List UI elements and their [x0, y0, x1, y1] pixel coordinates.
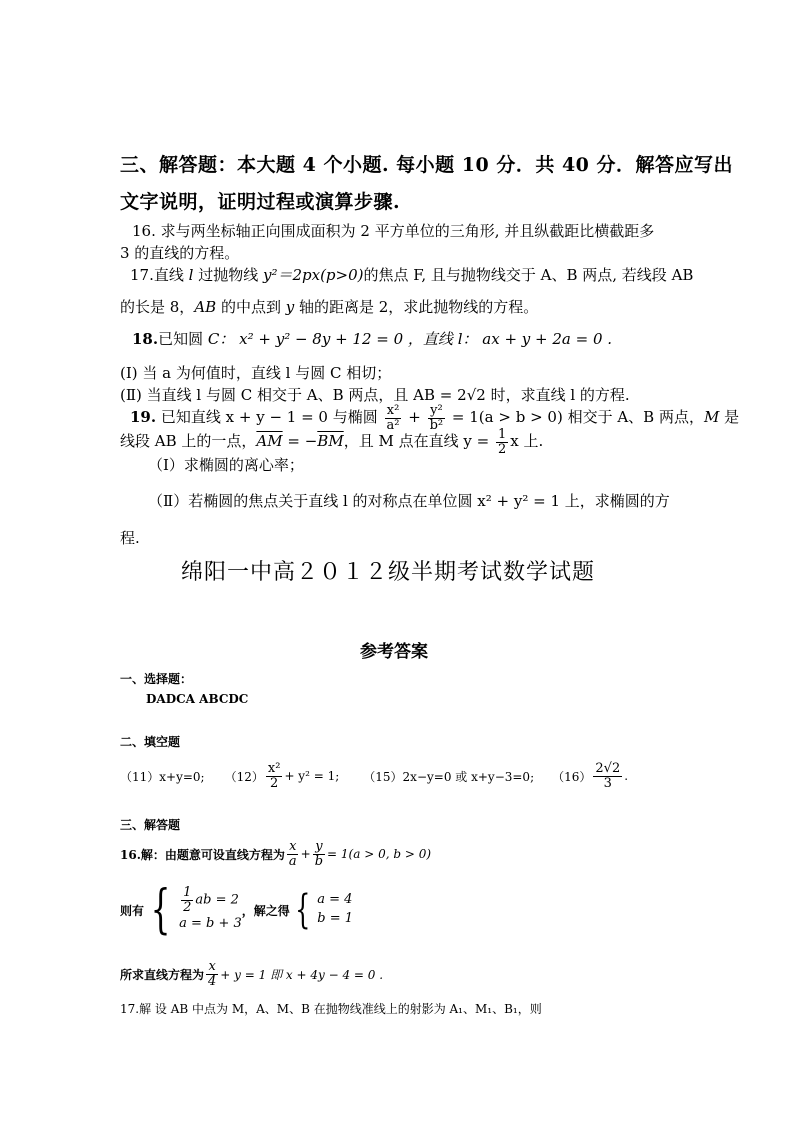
s16-final-frac [206, 960, 218, 988]
s16-half-den: 2 [183, 900, 192, 916]
q17-ab: AB [194, 298, 217, 316]
q17-line2e: 轴的距离是 2，求此抛物线的方程。 [294, 298, 539, 316]
q18-number: 18. [132, 330, 159, 348]
fill-15: （15）2x−y=0 或 x+y−3=0; [363, 769, 535, 784]
question-16-cont: 3 的直线的方程。 [120, 244, 240, 262]
exam-title: 绵阳一中高２０１２级半期考试数学试题 [181, 560, 596, 585]
s16-half-num: 1 [183, 885, 192, 901]
fill-12-num: x² [267, 761, 281, 776]
s16-frac-y [313, 840, 325, 868]
s16-system-left [144, 880, 242, 940]
q19-line2c: x 上. [510, 432, 544, 451]
solution-16 [120, 840, 431, 868]
q17-l: l [188, 266, 194, 284]
question-17-cont [120, 296, 538, 317]
s16-frac-x [287, 840, 299, 868]
s16-sys-eq1 [179, 886, 242, 914]
question-18 [132, 328, 612, 349]
q17-equation: y²＝2px(p>0) [262, 266, 364, 284]
q19-text3: 是 [719, 408, 740, 427]
left-brace-icon: { [150, 880, 171, 940]
s16-frac-x-num: x [289, 839, 297, 854]
q18-sqrt2: √2 [466, 386, 486, 404]
q19-half-den: 2 [497, 441, 507, 457]
q19-vector-bm: $\overline{BM}$ [317, 432, 344, 451]
s16-then: 则有 [120, 903, 145, 918]
fill-12-frac [266, 762, 283, 790]
q17-line2a: 的长是 8， [120, 298, 195, 316]
q19-plus: + [403, 408, 426, 427]
s16-system-right [290, 887, 353, 933]
s16-intro: 16.解：由题意可设直线方程为 [120, 847, 285, 862]
q17-text2: 过抛物线 [193, 266, 263, 284]
q19-part1: （Ⅰ）求椭圆的离心率； [148, 456, 304, 474]
fill-16-frac [593, 762, 622, 790]
s16-condition: = 1(a > 0, b > 0) [327, 847, 432, 862]
q19-vector-am: $\overline{AM}$ [256, 432, 283, 451]
fill-answers [120, 762, 628, 790]
q18-c: C [207, 330, 220, 348]
q19-half [496, 428, 508, 456]
s16-solve-text: ，解之得 [241, 903, 290, 918]
question-17 [130, 264, 693, 285]
q17-y: y [285, 298, 295, 316]
q19-frac-y-den: b² [429, 417, 444, 433]
q19-number: 19. [130, 408, 157, 427]
q19-part2-cont: 程. [120, 529, 140, 547]
fill-12-rest: + y² = 1; [284, 769, 340, 784]
s16-final-eq: + y = 1 即 x + 4y − 4 = 0 . [220, 967, 384, 982]
s16-sys1-rest: ab = 2 [195, 893, 239, 909]
q17-text: 17.直线 [130, 266, 189, 284]
q18-part2-a: (Ⅱ) 当直线 l 与圆 C 相交于 A、B 两点，且 AB = 2 [120, 386, 467, 404]
q18-part1: (I) 当 a 为何值时，直线 l 与圆 C 相切； [120, 364, 392, 382]
q18-l: l [457, 330, 463, 348]
s16-final-num: x [208, 959, 216, 974]
q17-line2c: 的中点到 [216, 298, 286, 316]
mc-answers: DADCA ABCDC [146, 692, 249, 706]
left-brace-icon: { [294, 887, 311, 933]
s16-half [181, 886, 193, 914]
fill-heading: 二、填空题 [120, 735, 181, 749]
s16-results [317, 891, 353, 929]
s16-frac-y-num: y [315, 839, 323, 854]
q19-text: 已知直线 x + y − 1 = 0 与椭圆 [156, 408, 383, 427]
s16-sys-eq2: a = b + 3 [179, 915, 242, 931]
q19-frac-x-num: x² [386, 403, 400, 418]
solution-16-final [120, 960, 383, 988]
solution-16-system [120, 880, 353, 940]
q19-line2b: ，且 M 点在直线 y = [343, 432, 494, 451]
section-heading: 三、解答题：本大题 4 个小题. 每小题 10 分．共 40 分．解答应写出 [120, 154, 734, 176]
mc-heading: 一、选择题： [120, 672, 193, 686]
q19-half-num: 1 [497, 427, 507, 442]
fill-16-num: 2√2 [595, 761, 621, 776]
question-16: 16. 求与两坐标轴正向围成面积为 2 平方单位的三角形, 并且纵截距比横截距多 [132, 222, 655, 240]
s16-frac-x-den: a [288, 853, 297, 869]
s16-result-b: b = 1 [317, 911, 353, 926]
s16-final-intro: 所求直线方程为 [120, 967, 205, 982]
q18-part2-b: 时，求直线 l 的方程. [485, 386, 630, 404]
fill-12: （12） [224, 769, 264, 784]
section-heading-cont: 文字说明，证明过程或演算步骤. [120, 191, 401, 213]
question-19-cont [120, 428, 543, 456]
solve-heading: 三、解答题 [120, 818, 181, 832]
q19-frac-x-den: a² [386, 417, 400, 433]
q18-text: 已知圆 [158, 330, 208, 348]
s16-final-den: 4 [208, 973, 217, 989]
q19-frac-y-num: y² [430, 403, 443, 418]
q19-text2: = 1(a > b > 0) 相交于 A、B 两点， [447, 408, 704, 427]
fill-11: （11）x+y=0; [120, 769, 205, 784]
s16-result-a: a = 4 [317, 892, 353, 908]
q18-eq2: ： ax + y + 2a = 0 . [462, 330, 613, 348]
fill-16-den: 3 [603, 775, 612, 791]
fill-16-end: . [624, 769, 629, 784]
q18-part2 [120, 384, 630, 405]
answer-title: 参考答案 [360, 642, 428, 662]
q19-part2: （Ⅱ）若椭圆的焦点关于直线 l 的对称点在单位圆 x² + y² = 1 上，求椭圆的方 [148, 492, 670, 510]
q19-m: M [703, 408, 720, 427]
s16-system-eqs [179, 886, 242, 933]
q18-eq1: ： x² + y² − 8y + 12 = 0 ，直线 [219, 330, 458, 348]
s16-frac-y-den: b [314, 853, 324, 869]
solution-17: 17.解 设 AB 中点为 M，A、M、B 在抛物线准线上的射影为 A₁、M₁、B₁，则 [120, 1002, 542, 1016]
q19-eqv: = − [282, 432, 318, 451]
fill-12-den: 2 [270, 775, 279, 791]
s16-plus: + [300, 847, 311, 862]
fill-16: （16） [552, 769, 592, 784]
q19-line2a: 线段 AB 上的一点， [120, 432, 257, 451]
q17-text3: 的焦点 F, 且与抛物线交于 A、B 两点, 若线段 AB [363, 266, 694, 284]
